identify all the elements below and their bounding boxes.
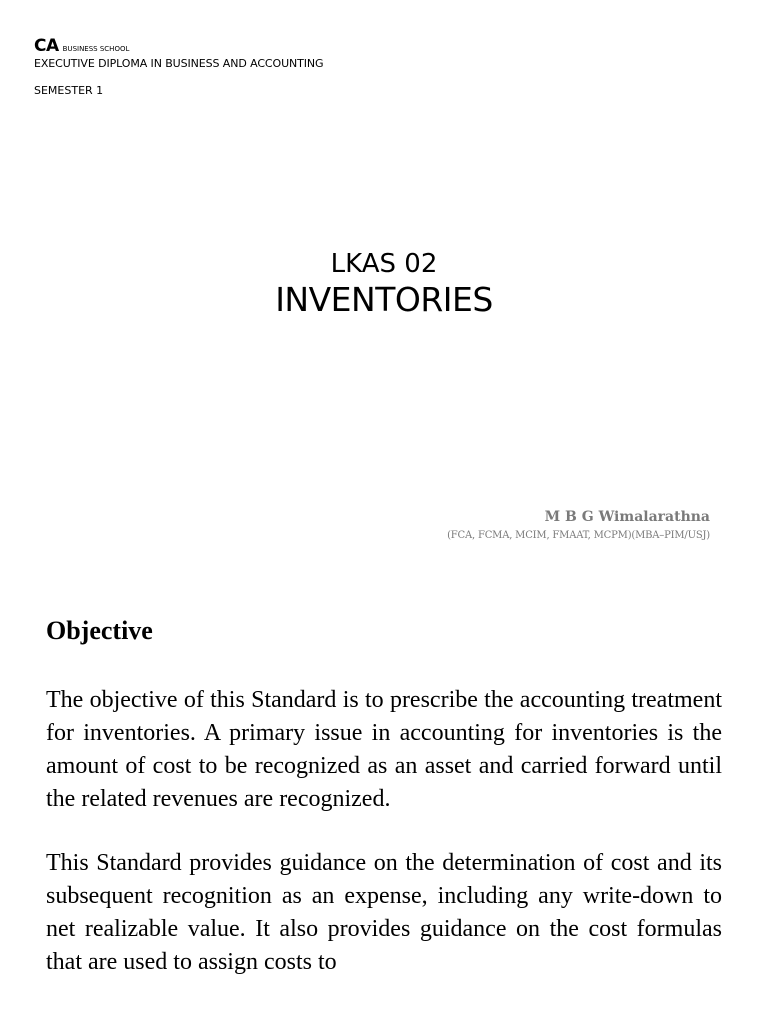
author-block bbox=[447, 508, 710, 544]
paragraph: The objective of this Standard is to prescribe the accounting treatment for inventories. A primary issue in accounting for inventories is the amount of cost to be recognized as an asset and carried forward until the related revenues are recognized. bbox=[46, 687, 722, 812]
author-name: M B G Wimalarathna bbox=[544, 509, 710, 525]
section-heading: Objective bbox=[46, 616, 153, 645]
author-credentials: (FCA, FCMA, MCIM, FMAAT, MCPM)(MBA–PIM/USJ) bbox=[447, 530, 710, 541]
semester-label: SEMESTER 1 bbox=[34, 84, 104, 97]
standard-code: LKAS 02 bbox=[330, 249, 438, 279]
title-block bbox=[0, 248, 768, 320]
paragraph: This Standard provides guidance on the determination of cost and its subsequent recognition as an expense, including any write-down to net realizable value. It also provides guidance on the cost formulas that are used to assign costs to bbox=[46, 850, 722, 975]
brand-name: CA bbox=[34, 36, 59, 56]
document-header bbox=[34, 38, 323, 97]
page-title: INVENTORIES bbox=[275, 280, 493, 319]
brand-logo bbox=[34, 38, 323, 55]
program-title: EXECUTIVE DIPLOMA IN BUSINESS AND ACCOUNTING bbox=[34, 57, 324, 70]
main-content bbox=[46, 613, 722, 1010]
brand-subtitle: BUSINESS SCHOOL bbox=[62, 45, 130, 53]
